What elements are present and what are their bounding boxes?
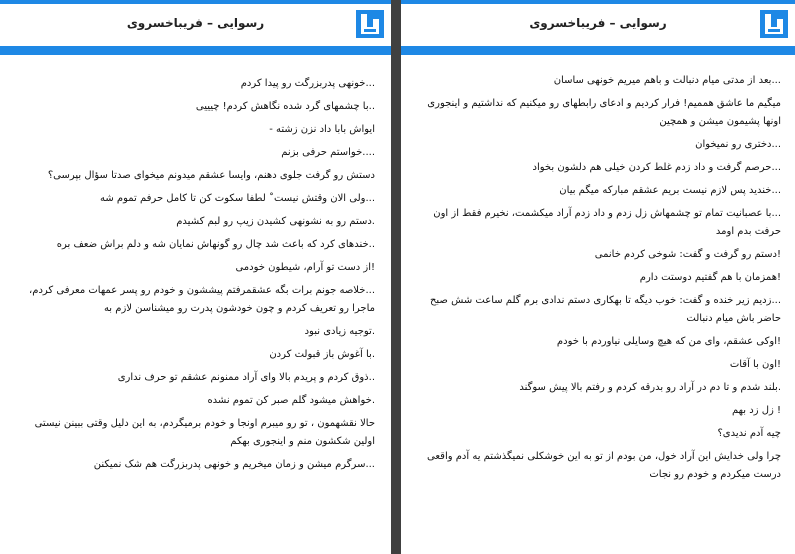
paragraph: چیه آدم ندیدی؟: [717, 428, 781, 439]
paragraph: چرا ولی خدایش این آراد خول، من بودم از تو به این خوشکلی نمیگذشتم یه آدم واقعی درست میکردم و خودم رو نجات: [427, 451, 781, 480]
paragraph: ..ذوق کردم و پریدم بالا وای آراد ممنونم عشقم تو حرف نداری: [117, 372, 375, 383]
paragraph: ...بعد از مدتی میام دنبالت و باهم میریم خونهی ساسان: [553, 75, 781, 86]
page-text: [0, 75, 391, 479]
page-header: [401, 4, 795, 46]
paragraph: .دستم رو به نشونهی کشیدن زیپ رو لبم کشیدم: [176, 216, 375, 227]
paragraph: ...حرصم گرفت و داد زدم غلط کردن خیلی هم دلشون بخواد: [532, 162, 781, 173]
paragraph: !اوکی عشقم، وای من که هیچ وسایلی نیاوردم با خودم: [556, 336, 781, 347]
page-title: رسوایی – فریباخسروی: [126, 16, 265, 30]
paragraph: ایواش بابا داد نزن زشته -: [269, 124, 375, 135]
paragraph: !دستم رو گرفت و گفت: شوخی کردم خانمی: [594, 249, 781, 260]
paragraph: !همزمان با هم گفتیم دوستت دارم: [639, 272, 781, 283]
paragraph: دستش رو گرفت جلوی دهنم، وایسا عشقم میدونم میخوای صدتا سؤال بپرسی؟: [47, 170, 375, 181]
paragraph: ...خندید پس لازم نیست بریم عشقم مبارکه میگم بیان: [559, 185, 781, 196]
paragraph: ...زدیم زیر خنده و گفت: خوب دیگه تا بهکاری دستم ندادی برم گلم ساعت شش صبح حاضر باش میام دنبالت: [429, 295, 781, 324]
book-logo-icon: [757, 7, 791, 41]
paragraph: .با آغوش باز قبولت کردن: [269, 349, 375, 360]
book-logo-icon: [353, 7, 387, 41]
paragraph: ..با چشمهای گرد شده نگاهش کردم! چیییی: [195, 101, 375, 112]
paragraph: ...دختری رو نمیخوان: [695, 139, 781, 150]
paragraph: ...ولی الان وقتش نیست˚ لطفا سکوت کن تا کامل حرفم تموم شه: [99, 193, 375, 204]
paragraph: ! زل زد بهم: [732, 405, 781, 416]
page-left: [0, 0, 391, 554]
paragraph: ..خندهای کرد که باعث شد چال رو گونهاش نمایان شه و دلم براش ضعف بره: [56, 239, 375, 250]
paragraph: .خواهش میشود گلم صبر کن تموم نشده: [207, 395, 375, 406]
page-header: [0, 4, 391, 46]
page-text: [401, 72, 795, 489]
header-blue-bar: [0, 46, 391, 55]
paragraph: ....خواستم حرفی بزنم: [281, 147, 375, 158]
paragraph: .بلند شدم و تا دم در آراد رو بدرقه کردم و رفتم بالا پیش سوگند: [519, 382, 781, 393]
paragraph: ...خونهی پدربزرگت رو پیدا کردم: [240, 78, 375, 89]
paragraph: !اون با آقات: [729, 359, 781, 370]
paragraph: !از دست تو آرام، شیطون خودمی: [235, 262, 375, 273]
paragraph: ...سرگرم میشن و زمان میخریم و خونهی پدربزرگت هم شک نمیکنن: [93, 459, 375, 470]
paragraph: حالا نقشهمون ، تو رو میبرم اونجا و خودم برمیگردم، به این دلیل وقتی ببینن نیستی اولین شکشون منم و اینجوری بهکم: [34, 418, 375, 447]
page-right: [401, 0, 795, 554]
header-blue-bar: [401, 46, 795, 55]
paragraph: میگیم ما عاشق هممیم! فرار کردیم و ادعای رابطهای رو میکنیم که نداشتیم و اینجوری اونها پشیمون میشن و همچین: [427, 98, 781, 127]
paragraph: ...با عصبانیت تمام تو چشمهاش زل زدم و داد زدم آراد میکشمت، نخیرم فقط از اون حرفت بدم اومد: [433, 208, 781, 237]
paragraph: .توجیه زیادی نبود: [304, 326, 375, 337]
page-title: رسوایی – فریباخسروی: [529, 16, 667, 30]
paragraph: ...خلاصه جونم برات بگه عشقمرفتم پیششون و خودم رو پسر عمهات معرفی کردم، ماجرا رو تعریف کردم و چون خودشون پدرت رو میشناسن لازم به: [29, 285, 375, 314]
